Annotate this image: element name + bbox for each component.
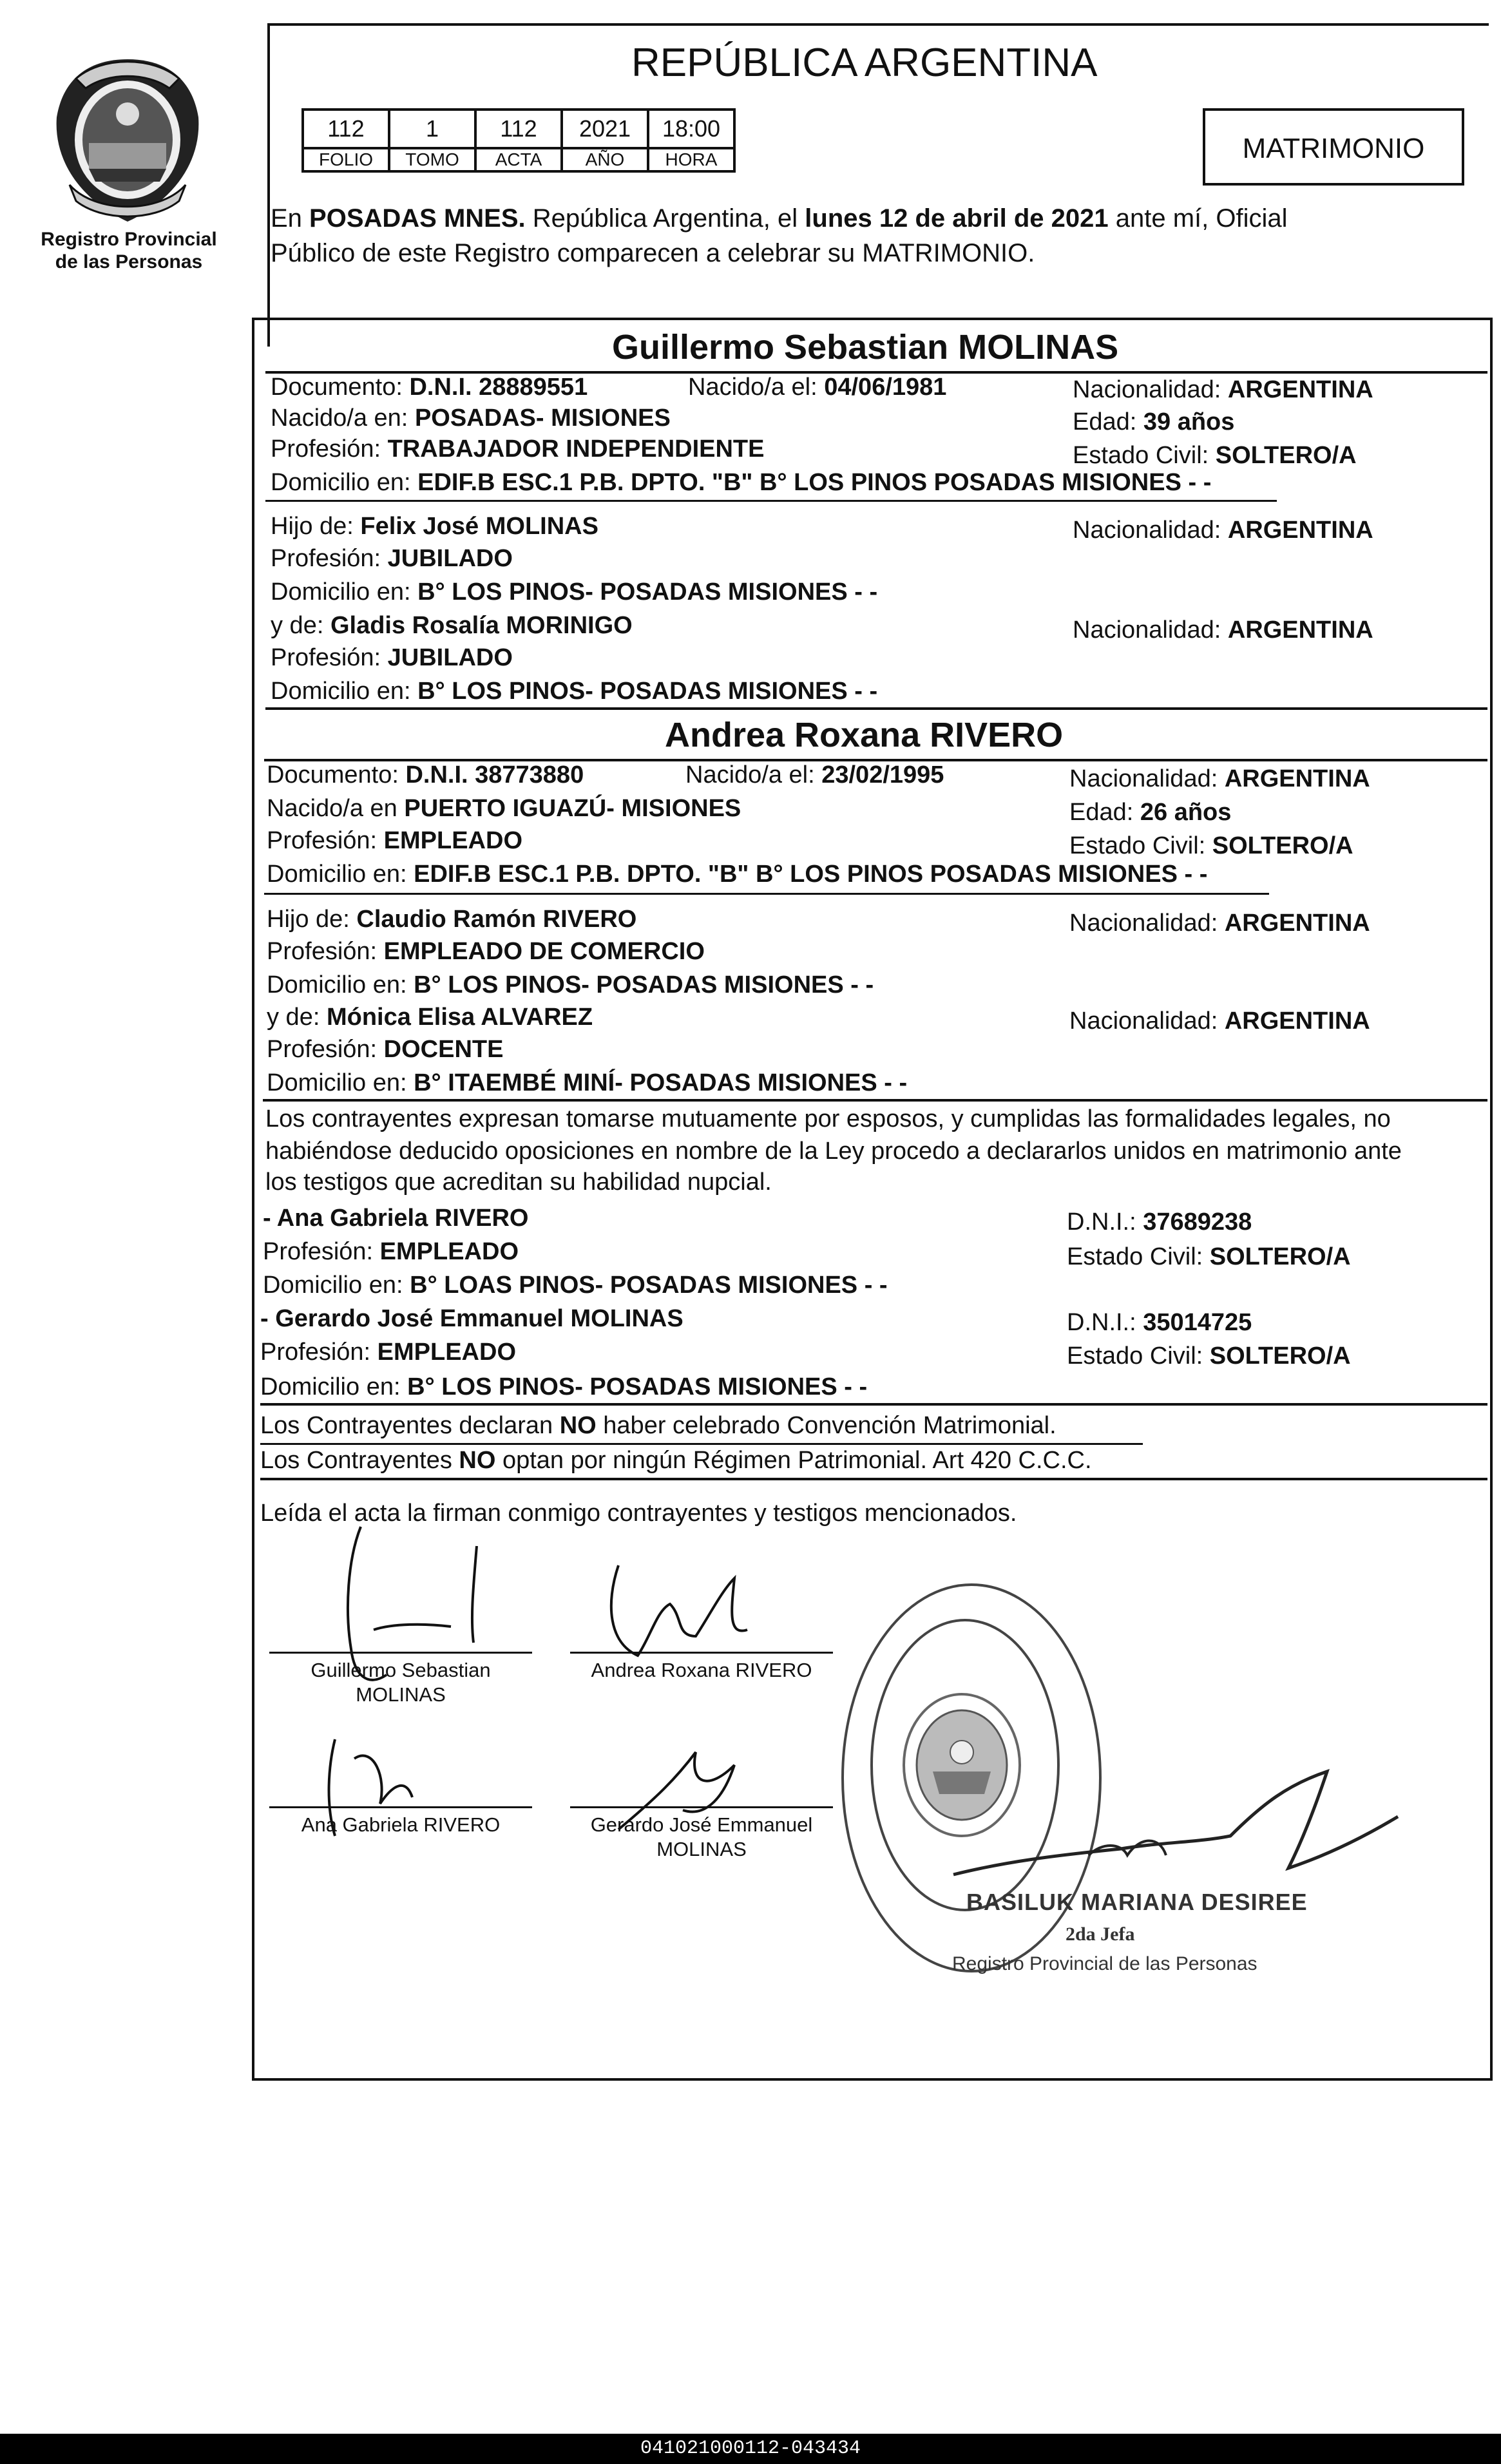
intro-p1: En: [271, 204, 310, 233]
spouse1-father-nat-row: [1073, 515, 1373, 545]
spouse2-nat-row: [1069, 764, 1370, 794]
label: y de:: [271, 612, 324, 639]
label: Profesión:: [271, 545, 381, 572]
tomo-label: TOMO: [389, 148, 475, 171]
label: Edad:: [1073, 408, 1137, 435]
spouse1-dom-row: [271, 468, 1211, 497]
hora-label: HORA: [648, 148, 734, 171]
folio-label: FOLIO: [303, 148, 389, 171]
label: Profesión:: [267, 1036, 378, 1063]
spouse1-mother-dom-row: [271, 676, 877, 706]
intro-place: POSADAS MNES.: [309, 204, 526, 233]
sig1-line2: MOLINAS: [356, 1683, 446, 1706]
part: Los Contrayentes: [260, 1447, 459, 1474]
registry-table: [301, 108, 736, 173]
label: Profesión:: [267, 827, 378, 854]
spouse2-mother-prof: DOCENTE: [383, 1036, 504, 1063]
spouse1-mother-prof: JUBILADO: [387, 644, 513, 671]
label: y de:: [267, 1004, 320, 1031]
spouse1-born: 04/06/1981: [824, 374, 947, 401]
label: Nacionalidad:: [1069, 910, 1218, 937]
province-logo: [50, 53, 205, 227]
spouse1-age: 39 años: [1143, 408, 1235, 435]
spouse1-father-dom-row: [271, 577, 877, 607]
spouse2-prof: EMPLEADO: [383, 827, 523, 854]
official-role: 2da Jefa: [1066, 1924, 1135, 1945]
label: Profesión:: [271, 435, 381, 463]
label: D.N.I.:: [1067, 1309, 1136, 1336]
label: Nacionalidad:: [1069, 1008, 1218, 1035]
witness2-dni-row: [1067, 1308, 1252, 1337]
label: Domicilio en:: [263, 1272, 403, 1299]
witness1-dni-row: [1067, 1207, 1252, 1237]
spouse1-born-row: [688, 372, 946, 402]
spouse1-doc-row: [271, 372, 588, 402]
sig1-caption: [269, 1658, 532, 1707]
spouse2-father-dom-row: [267, 970, 874, 1000]
spouse1-place: POSADAS- MISIONES: [414, 405, 671, 432]
label: Hijo de:: [271, 513, 354, 540]
spouse1-prof: TRABAJADOR INDEPENDIENTE: [387, 435, 765, 463]
label: Hijo de:: [267, 906, 350, 933]
label: Nacionalidad:: [1073, 376, 1221, 403]
declaration-line-2: habiéndose deducido oposiciones en nombre de la Ley procedo a declararlos unidos en matrimonio ante: [265, 1138, 1402, 1165]
spouse1-doc: D.N.I. 28889551: [409, 374, 588, 401]
label: Documento:: [271, 374, 403, 401]
spouse2-mother-dom: B° ITAEMBÉ MINÍ- POSADAS MISIONES - -: [414, 1069, 908, 1096]
spouse2-born: 23/02/1995: [821, 761, 944, 788]
label: Domicilio en:: [267, 1069, 407, 1096]
label: Edad:: [1069, 799, 1134, 826]
witness2-prof-row: [260, 1337, 516, 1367]
label: Nacionalidad:: [1073, 616, 1221, 644]
label: Profesión:: [267, 938, 378, 965]
witness1-dom-row: [263, 1270, 888, 1300]
spouse2-mother-row: [267, 1002, 593, 1032]
spouse1-place-row: [271, 403, 671, 433]
country-title: REPÚBLICA ARGENTINA: [631, 41, 1098, 85]
label: Profesión:: [263, 1238, 374, 1265]
spouse2-place-row: [267, 794, 741, 823]
intro-date: lunes 12 de abril de 2021: [805, 204, 1109, 233]
sig2-caption: Andrea Roxana RIVERO: [591, 1659, 812, 1681]
spouse2-father-prof: EMPLEADO DE COMERCIO: [383, 938, 705, 965]
logo-caption-2: de las Personas: [55, 251, 203, 272]
label: Nacido/a el:: [688, 374, 817, 401]
anio-label: AÑO: [562, 148, 648, 171]
label: Nacido/a el:: [685, 761, 815, 788]
label: Estado Civil:: [1067, 1342, 1203, 1370]
label: Documento:: [267, 761, 399, 788]
spouse1-father-dom: B° LOS PINOS- POSADAS MISIONES - -: [417, 578, 878, 606]
spouse1-father-prof: JUBILADO: [387, 545, 513, 572]
spouse1-father-nat: ARGENTINA: [1227, 517, 1373, 544]
part: haber celebrado Convención Matrimonial.: [596, 1412, 1056, 1439]
convention-line-1: [260, 1411, 1056, 1440]
label: Domicilio en:: [260, 1373, 401, 1400]
sig4-line1: Gerardo José Emmanuel: [590, 1813, 813, 1836]
spouse2-mother-prof-row: [267, 1035, 503, 1064]
label: Estado Civil:: [1069, 832, 1206, 859]
witness1-name: - Ana Gabriela RIVERO: [263, 1205, 529, 1232]
sig4-caption: [570, 1813, 833, 1862]
spouse2-father: Claudio Ramón RIVERO: [356, 906, 637, 933]
spouse2-place: PUERTO IGUAZÚ- MISIONES: [404, 795, 741, 822]
spouse1-father: Felix José MOLINAS: [360, 513, 598, 540]
witness1-civil-row: [1067, 1242, 1351, 1272]
acta-label: ACTA: [475, 148, 562, 171]
spouse1-mother-nat: ARGENTINA: [1227, 616, 1373, 644]
label: Nacido/a en: [267, 795, 397, 822]
witness2-name: - Gerardo José Emmanuel MOLINAS: [260, 1305, 684, 1332]
spouse1-dom: EDIF.B ESC.1 P.B. DPTO. "B" B° LOS PINOS POSADAS MISIONES - -: [417, 469, 1212, 496]
official-signature: [928, 1746, 1417, 1900]
witness1-prof-row: [263, 1237, 519, 1266]
spouse2-born-row: [685, 760, 944, 790]
spouse1-mother-row: [271, 611, 633, 640]
document-code: 041021000112-043434: [0, 2434, 1501, 2464]
spouse1-mother: Gladis Rosalía MORINIGO: [330, 612, 633, 639]
spouse1-prof-row: [271, 434, 764, 464]
spouse1-nat-row: [1073, 375, 1373, 405]
spouse2-doc: D.N.I. 38773880: [405, 761, 584, 788]
spouse2-mother-dom-row: [267, 1068, 907, 1098]
spouse1-civil: SOLTERO/A: [1215, 442, 1357, 469]
sig4-line2: MOLINAS: [656, 1838, 747, 1860]
convention-line-2: [260, 1446, 1092, 1475]
witness2-civil-row: [1067, 1341, 1351, 1371]
spouse2-mother: Mónica Elisa ALVAREZ: [326, 1004, 593, 1031]
misiones-seal-icon: [50, 53, 205, 227]
spouse2-mother-nat: ARGENTINA: [1224, 1008, 1370, 1035]
spouse1-nat: ARGENTINA: [1227, 376, 1373, 403]
spouse2-age: 26 años: [1140, 799, 1232, 826]
label: D.N.I.:: [1067, 1208, 1136, 1236]
spouse1-mother-nat-row: [1073, 615, 1373, 645]
label: Estado Civil:: [1067, 1243, 1203, 1270]
intro-line-1: [271, 204, 1288, 233]
spouse2-dom-row: [267, 859, 1207, 889]
label: Domicilio en:: [267, 971, 407, 998]
part: Los Contrayentes declaran: [260, 1412, 560, 1439]
label: Domicilio en:: [271, 469, 411, 496]
label: Nacionalidad:: [1069, 765, 1218, 792]
anio-value: 2021: [562, 110, 648, 148]
intro-p3: ante mí, Oficial: [1108, 204, 1288, 233]
witness2-dni: 35014725: [1143, 1309, 1252, 1336]
closing-text: Leída el acta la firman conmigo contrayentes y testigos mencionados.: [260, 1500, 1017, 1527]
declaration-line-3: los testigos que acreditan su habilidad nupcial.: [265, 1169, 772, 1196]
spouse1-father-prof-row: [271, 544, 513, 573]
acta-value: 112: [475, 110, 562, 148]
label: Nacionalidad:: [1073, 517, 1221, 544]
spouse2-mother-nat-row: [1069, 1006, 1370, 1036]
spouse2-doc-row: [267, 760, 584, 790]
spouse1-father-row: [271, 511, 598, 541]
spouse2-nat: ARGENTINA: [1224, 765, 1370, 792]
declaration-line-1: Los contrayentes expresan tomarse mutuamente por esposos, y cumplidas las formalidades legales, no: [265, 1105, 1391, 1132]
spouse1-age-row: [1073, 407, 1234, 437]
witness1-dni: 37689238: [1143, 1208, 1252, 1236]
witness2-dom: B° LOS PINOS- POSADAS MISIONES - -: [407, 1373, 868, 1400]
hora-value: 18:00: [648, 110, 734, 148]
witness1-civil: SOLTERO/A: [1209, 1243, 1351, 1270]
folio-value: 112: [303, 110, 389, 148]
label: Nacido/a en:: [271, 405, 408, 432]
spouse2-civil-row: [1069, 831, 1353, 861]
label: Estado Civil:: [1073, 442, 1209, 469]
spouse2-name: Andrea Roxana RIVERO: [665, 716, 1064, 754]
witness1-prof: EMPLEADO: [379, 1238, 519, 1265]
spouse2-father-row: [267, 904, 636, 934]
spouse2-father-prof-row: [267, 937, 705, 966]
spouse2-father-dom: B° LOS PINOS- POSADAS MISIONES - -: [414, 971, 874, 998]
spouse2-civil: SOLTERO/A: [1212, 832, 1353, 859]
witness2-dom-row: [260, 1372, 867, 1402]
sig1-line1: Guillermo Sebastian: [311, 1659, 491, 1681]
no-emphasis: NO: [459, 1447, 496, 1474]
label: Profesión:: [260, 1339, 371, 1366]
logo-caption-1: Registro Provincial: [41, 229, 217, 250]
official-name: BASILUK MARIANA DESIREE: [966, 1889, 1308, 1915]
spouse2-father-nat: ARGENTINA: [1224, 910, 1370, 937]
doc-type: MATRIMONIO: [1242, 133, 1425, 164]
label: Domicilio en:: [267, 861, 407, 888]
intro-p2: República Argentina, el: [525, 204, 805, 233]
spouse2-dom: EDIF.B ESC.1 P.B. DPTO. "B" B° LOS PINOS POSADAS MISIONES - -: [414, 861, 1208, 888]
part: optan por ningún Régimen Patrimonial. Art 420 C.C.C.: [495, 1447, 1092, 1474]
tomo-value: 1: [389, 110, 475, 148]
spouse2-age-row: [1069, 797, 1231, 827]
spouse1-civil-row: [1073, 441, 1357, 470]
intro-line-2: Público de este Registro comparecen a celebrar su MATRIMONIO.: [271, 239, 1035, 267]
sig3-caption: Ana Gabriela RIVERO: [301, 1813, 501, 1836]
no-emphasis: NO: [559, 1412, 597, 1439]
spouse2-father-nat-row: [1069, 908, 1370, 938]
spouse1-mother-prof-row: [271, 643, 513, 673]
witness2-prof: EMPLEADO: [377, 1339, 517, 1366]
spouse1-name: Guillermo Sebastian MOLINAS: [612, 328, 1119, 367]
spouse2-prof-row: [267, 826, 522, 855]
label: Profesión:: [271, 644, 381, 671]
label: Domicilio en:: [271, 678, 411, 705]
label: Domicilio en:: [271, 578, 411, 606]
official-org: Registro Provincial de las Personas: [952, 1953, 1257, 1974]
spouse1-mother-dom: B° LOS PINOS- POSADAS MISIONES - -: [417, 678, 878, 705]
witness2-civil: SOLTERO/A: [1209, 1342, 1351, 1370]
witness1-dom: B° LOAS PINOS- POSADAS MISIONES - -: [410, 1272, 888, 1299]
